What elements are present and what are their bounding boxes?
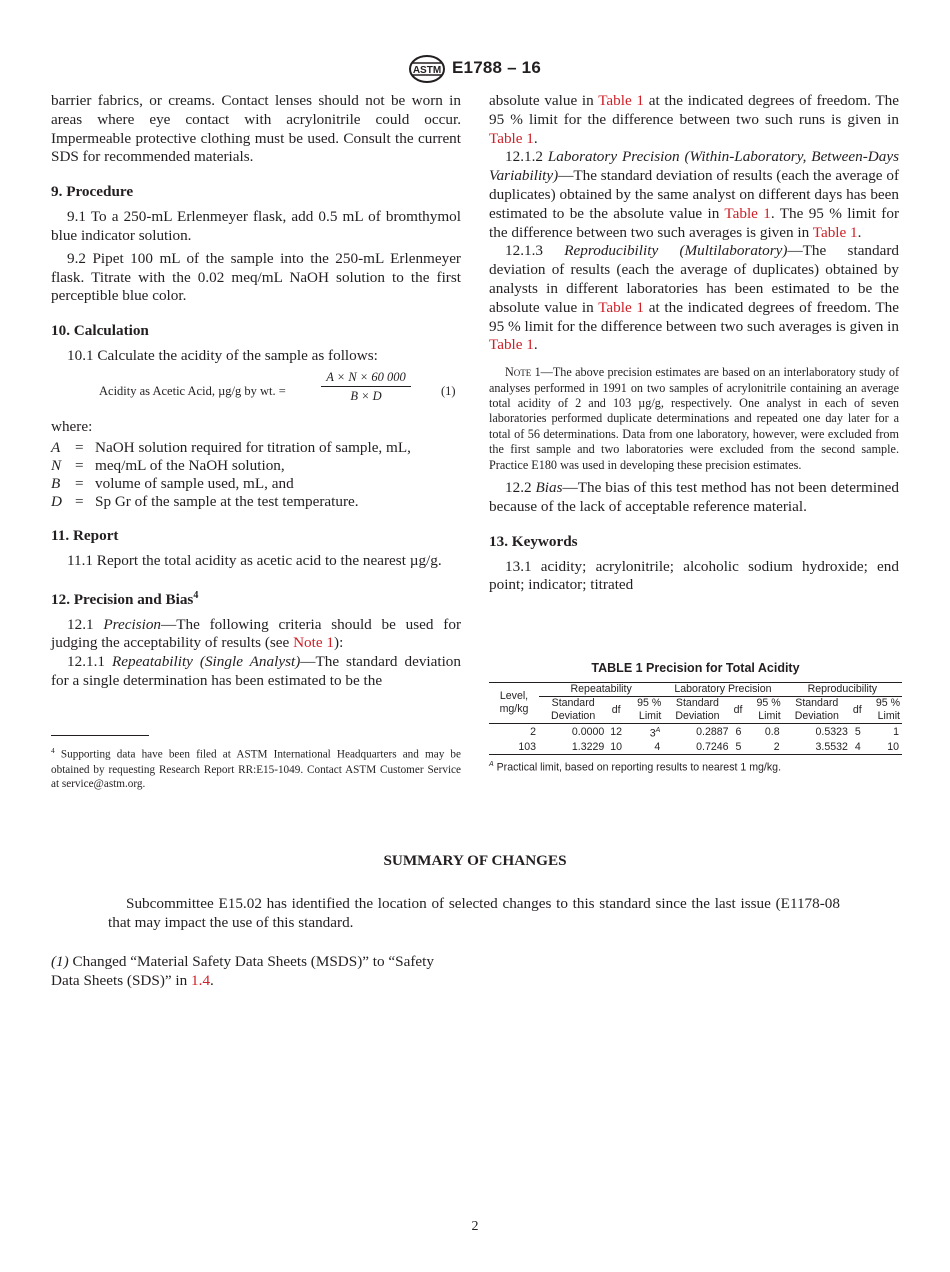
intro-paragraph: barrier fabrics, or creams. Contact lenses should not be worn in areas where eye contact with acrylonitrile could occur. Impermeable protective clothing must be used. Consult the current SDS for recommended materials. (51, 92, 461, 166)
paragraph-title: Precision (103, 615, 162, 633)
level-cell: 2 (530, 725, 536, 738)
table-1-link[interactable]: Table 1 (812, 223, 858, 241)
repeatability-limit-cell (625, 724, 663, 741)
right-column (489, 92, 899, 595)
sd-header: Standard Deviation (783, 697, 851, 724)
variable-definition: meq/mL of the NaOH solution, (95, 456, 285, 474)
table-row (489, 724, 902, 741)
sd-header: Standard Deviation (663, 697, 731, 724)
equation-fraction (321, 370, 411, 404)
table-1-link[interactable]: Table 1 (598, 92, 645, 109)
variable-symbol: N (51, 456, 62, 474)
paragraph-text: . (857, 223, 862, 241)
paragraph-text: absolute value in (489, 92, 599, 109)
page-number: 2 (471, 1219, 479, 1234)
footnote-text: Supporting data have been filed at ASTM International Headquarters and may be obtained by requesting Research Report RR:E15-1049. Contact ASTM Customer Service at service@astm.org. (51, 748, 461, 791)
limit-header: 95 % Limit (625, 697, 663, 724)
astm-logo-icon (408, 54, 446, 84)
paragraph-text: —The standard deviation for a single determination has been estimated to be the (51, 653, 461, 690)
df-header: df (851, 697, 864, 724)
df-header: df (732, 697, 745, 724)
table-row (489, 741, 902, 755)
section-9-heading: 9. Procedure (51, 183, 134, 201)
summary-intro: Subcommittee E15.02 has identified the location of selected changes to this standard since the last issue (E1178-08 that may impact the use of this standard. (108, 895, 840, 931)
section-1-4-link[interactable]: 1.4 (191, 972, 211, 989)
equation-lhs: Acidity as Acetic Acid, µg/g by wt. = (99, 383, 286, 398)
svg-text:ASTM: ASTM (412, 65, 442, 76)
section-13-heading: 13. Keywords (489, 532, 578, 550)
equation-number: (1) (441, 383, 456, 398)
equation-denominator: B × D (350, 388, 382, 403)
lab-limit-cell: 0.8 (764, 725, 780, 738)
variable-equals: = (75, 438, 84, 456)
variable-equals: = (75, 492, 84, 510)
reproducibility-df-cell: 4 (851, 741, 864, 755)
variable-definition: NaOH solution required for titration of sample, mL, (95, 438, 411, 456)
repeatability-header: Repeatability (539, 683, 663, 697)
variable-symbol: D (51, 492, 62, 510)
paragraph-12-1-2 (489, 148, 899, 242)
footnote-ref[interactable]: 4 (193, 589, 199, 601)
footnote-4 (51, 744, 461, 792)
paragraph-11-1: 11.1 Report the total acidity as acetic acid to the nearest µg/g. (67, 551, 442, 569)
repeatability-df-cell: 12 (610, 725, 623, 738)
paragraph-12-1 (51, 616, 461, 654)
table-1-link[interactable]: Table 1 (724, 204, 771, 222)
df-header: df (607, 697, 625, 724)
paragraph-number: 12.1.3 (505, 242, 565, 260)
laboratory-precision-header: Laboratory Precision (663, 683, 782, 697)
paragraph-12-2 (489, 479, 899, 517)
paragraph-number: 12.1.2 (505, 148, 548, 166)
table-group-header-row (489, 683, 902, 697)
paragraph-9-2: 9.2 Pipet 100 mL of the sample into the 250-mL Erlenmeyer flask. Titrate with the 0.02 meq/mL NaOH solution to the first perceptible blue color. (51, 249, 461, 305)
level-cell: 103 (489, 741, 539, 755)
paragraph-title: Reproducibility (Multilaboratory) (564, 242, 788, 260)
where-label: where: (51, 417, 93, 435)
paragraph-text: —The following criteria should be used for judging the acceptability of results (see (51, 615, 462, 652)
repeatability-df-cell: 10 (607, 741, 625, 755)
item-text-end: . (210, 972, 214, 989)
variable-equals: = (75, 456, 84, 474)
equation-numerator: A × N × 60 000 (321, 370, 411, 387)
lab-sd-cell: 0.7246 (663, 741, 731, 755)
paragraph-10-1: 10.1 Calculate the acidity of the sample as follows: (67, 347, 378, 365)
table-1-link[interactable]: Table 1 (489, 129, 534, 147)
precision-table (489, 682, 902, 755)
paragraph-number: 12.1.1 (67, 653, 112, 671)
paragraph-text: —The bias of this test method has not been determined because of the lack of acceptable reference material. (489, 479, 900, 515)
table-1-footnote (489, 761, 902, 774)
repeatability-limit-cell: 4 (625, 741, 663, 755)
footnote-mark: 4 (51, 746, 55, 755)
section-12-heading (51, 587, 461, 609)
variable-row (51, 493, 411, 511)
section-11-heading: 11. Report (51, 526, 119, 544)
table-1-link[interactable]: Table 1 (489, 336, 534, 354)
variable-row (51, 457, 411, 475)
paragraph-13-1: 13.1 acidity; acrylonitrile; alcoholic sodium hydroxide; end point; indicator; titrated (489, 557, 899, 594)
item-text: Changed “Material Safety Data Sheets (MSDS)” to “Safety Data Sheets (SDS)” in (51, 953, 434, 989)
paragraph-title: Laboratory Precision (Within-Laboratory, Between-Days Variability) (489, 148, 900, 185)
table-footnote-mark: A (489, 761, 494, 768)
table-1-title: TABLE 1 Precision for Total Acidity (591, 661, 800, 675)
paragraph-text-end: ): (334, 634, 344, 652)
table-footnote-text: Practical limit, based on reporting results to nearest 1 mg/kg. (493, 761, 782, 774)
limit-header: 95 % Limit (864, 697, 902, 724)
variable-definition: volume of sample used, mL, and (95, 474, 294, 492)
note-1 (489, 365, 899, 473)
lab-df-cell: 5 (732, 741, 745, 755)
reproducibility-limit-cell: 10 (864, 741, 902, 755)
standard-designation: E1788 – 16 (452, 58, 541, 77)
paragraph-text: at the indicated degrees of freedom. The 95 % limit for the difference between two such averages is given in (489, 298, 899, 335)
paragraph-9-1: 9.1 To a 250-mL Erlenmeyer flask, add 0.5 mL of bromthymol blue indicator solution. (51, 208, 461, 244)
reproducibility-limit-cell: 1 (893, 725, 899, 738)
paragraph-text: . (533, 336, 538, 354)
footnote-divider (51, 735, 149, 736)
summary-item-1 (51, 952, 461, 990)
lab-df-cell: 6 (735, 725, 742, 738)
lab-sd-cell: 0.2887 (696, 725, 729, 738)
paragraph-text: —The standard deviation of results (each the average of duplicates) obtained by analysts in different laboratories has been estimated to be the absolute value in (489, 242, 900, 316)
page-header (0, 54, 950, 84)
left-column (51, 92, 461, 691)
table-1-link[interactable]: Table 1 (598, 298, 645, 316)
limit-header: 95 % Limit (744, 697, 782, 724)
section-12-title: 12. Precision and Bias (51, 590, 194, 608)
note-text: —The above precision estimates are based on an interlaboratory study of analyses performed in 1991 on two samples of acrylonitrile containing an average total acidity of 2 and 103 µg/g, respectively. One analyst in each of seven laboratories performed duplicate determinations and repeated one day later for a total of 56 determinations. Data from one laboratory, however, were excluded from the first sample and two laboratories were excluded from the second sample. Practice E180 was used in developing these precision estimates. (489, 365, 899, 472)
note-label: Note 1 (505, 365, 541, 380)
paragraph-text: . The 95 % limit for the difference between two such averages is given in (489, 204, 900, 241)
reproducibility-sd-cell: 0.5323 (815, 725, 848, 738)
note-1-link[interactable]: Note 1 (293, 634, 335, 652)
paragraph-number: 12.2 (505, 479, 536, 496)
reproducibility-sd-cell: 3.5532 (783, 741, 851, 755)
paragraph-number: 12.1 (67, 615, 104, 633)
paragraph-title: Repeatability (Single Analyst) (111, 653, 301, 671)
reproducibility-df-cell: 5 (854, 725, 861, 738)
paragraph-12-1-1-continued (489, 92, 899, 148)
variable-equals: = (75, 474, 84, 492)
summary-title: SUMMARY OF CHANGES (383, 852, 567, 869)
equation-1 (51, 370, 461, 412)
variable-symbol: A (51, 438, 61, 456)
paragraph-12-1-3 (489, 242, 899, 355)
variable-definitions (51, 439, 411, 511)
lab-limit-cell: 2 (744, 741, 782, 755)
variable-symbol: B (51, 474, 61, 492)
table-footnote-ref[interactable]: A (655, 727, 661, 734)
variable-row (51, 439, 411, 457)
paragraph-text: . (533, 129, 538, 147)
limit-value: 3 (649, 727, 656, 740)
item-number: (1) (51, 953, 69, 970)
repeatability-sd-cell: 1.3229 (539, 741, 607, 755)
paragraph-title: Bias (535, 479, 563, 496)
paragraph-text: at the indicated degrees of freedom. The 95 % limit for the difference between two such runs is given in (489, 92, 899, 128)
section-10-heading: 10. Calculation (51, 322, 149, 340)
paragraph-12-1-1 (51, 653, 461, 691)
table-subheader-row (489, 697, 902, 724)
repeatability-sd-cell: 0.0000 (571, 725, 605, 738)
level-header: Level, mg/kg (489, 683, 539, 724)
variable-row (51, 475, 411, 493)
sd-header: Standard Deviation (539, 697, 607, 724)
reproducibility-header: Reproducibility (783, 683, 902, 697)
paragraph-text: —The standard deviation of results (each the average of duplicates) obtained by the same analyst on different days has been estimated to be the absolute value in (489, 167, 899, 222)
variable-definition: Sp Gr of the sample at the test temperature. (95, 492, 359, 510)
